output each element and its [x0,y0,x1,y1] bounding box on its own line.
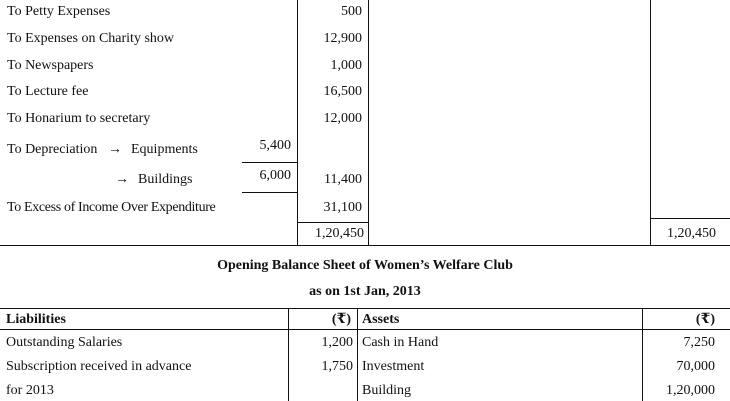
ie-rule-left-amount [297,0,298,246]
ie-row-amount: 16,500 [323,84,362,99]
bs-liability-label: Subscription received in advance [6,359,192,374]
bs-asset-amount: 7,250 [683,335,715,350]
excess-amount: 31,100 [323,200,362,215]
bs-header-rule [0,329,730,330]
ie-row-label: To Honarium to secretary [7,111,151,126]
balance-sheet-title: Opening Balance Sheet of Women’s Welfare Club [217,258,513,273]
bs-top-rule [0,308,730,309]
bs-header-liabilities: Liabilities [6,312,66,327]
bs-header-liab-unit: (₹) [331,312,351,327]
ie-rule-credit-amount [650,0,651,246]
ie-bottom-rule [0,245,730,246]
depreciation-bottom-rule [242,192,297,193]
bs-asset-amount: 1,20,000 [666,383,715,398]
bs-liability-amount: 1,750 [321,359,353,374]
bs-asset-label: Investment [362,359,425,374]
ie-row-label: To Newspapers [7,58,94,73]
arrow-icon: → [108,142,122,157]
ie-rule-right-amount [368,0,369,246]
ie-total-left: 1,20,450 [315,226,364,241]
ie-row-label: To Expenses on Charity show [7,31,175,46]
ie-row-amount: 12,900 [323,31,362,46]
bs-liability-amount: 1,200 [321,335,353,350]
depreciation-label: To Depreciation [7,142,98,157]
depreciation-subtotal-rule [242,162,297,163]
depreciation-buildings-amount: 6,000 [259,168,291,183]
balance-sheet-subtitle: as on 1st Jan, 2013 [309,284,421,299]
bs-asset-amount: 70,000 [676,359,715,374]
bs-liability-label: for 2013 [6,383,54,398]
bs-header-assets: Assets [362,312,400,327]
bs-rule-mid [357,308,358,401]
bs-header-asset-unit: (₹) [695,312,715,327]
ie-total-rule-left [297,222,369,223]
excess-label: To Excess of Income Over Expenditure [7,200,216,215]
depreciation-equipments-amount: 5,400 [259,138,291,153]
bs-asset-label: Building [362,383,412,398]
bs-rule-liab-amount [288,308,289,401]
depreciation-total-amount: 11,400 [324,172,362,187]
arrow-icon: → [115,172,129,187]
ie-row-amount: 1,000 [330,58,362,73]
ie-row-label: To Petty Expenses [7,4,111,19]
ie-total-rule-right [650,218,730,219]
bs-liability-label: Outstanding Salaries [6,335,123,350]
ie-row-amount: 500 [341,4,362,19]
bs-rule-asset-amount [642,308,643,401]
bs-asset-label: Cash in Hand [362,335,439,350]
depreciation-buildings-label: Buildings [138,172,193,187]
ie-row-amount: 12,000 [323,111,362,126]
depreciation-equipments-label: Equipments [131,142,198,157]
ie-row-label: To Lecture fee [7,84,89,99]
ie-total-right: 1,20,450 [667,226,716,241]
